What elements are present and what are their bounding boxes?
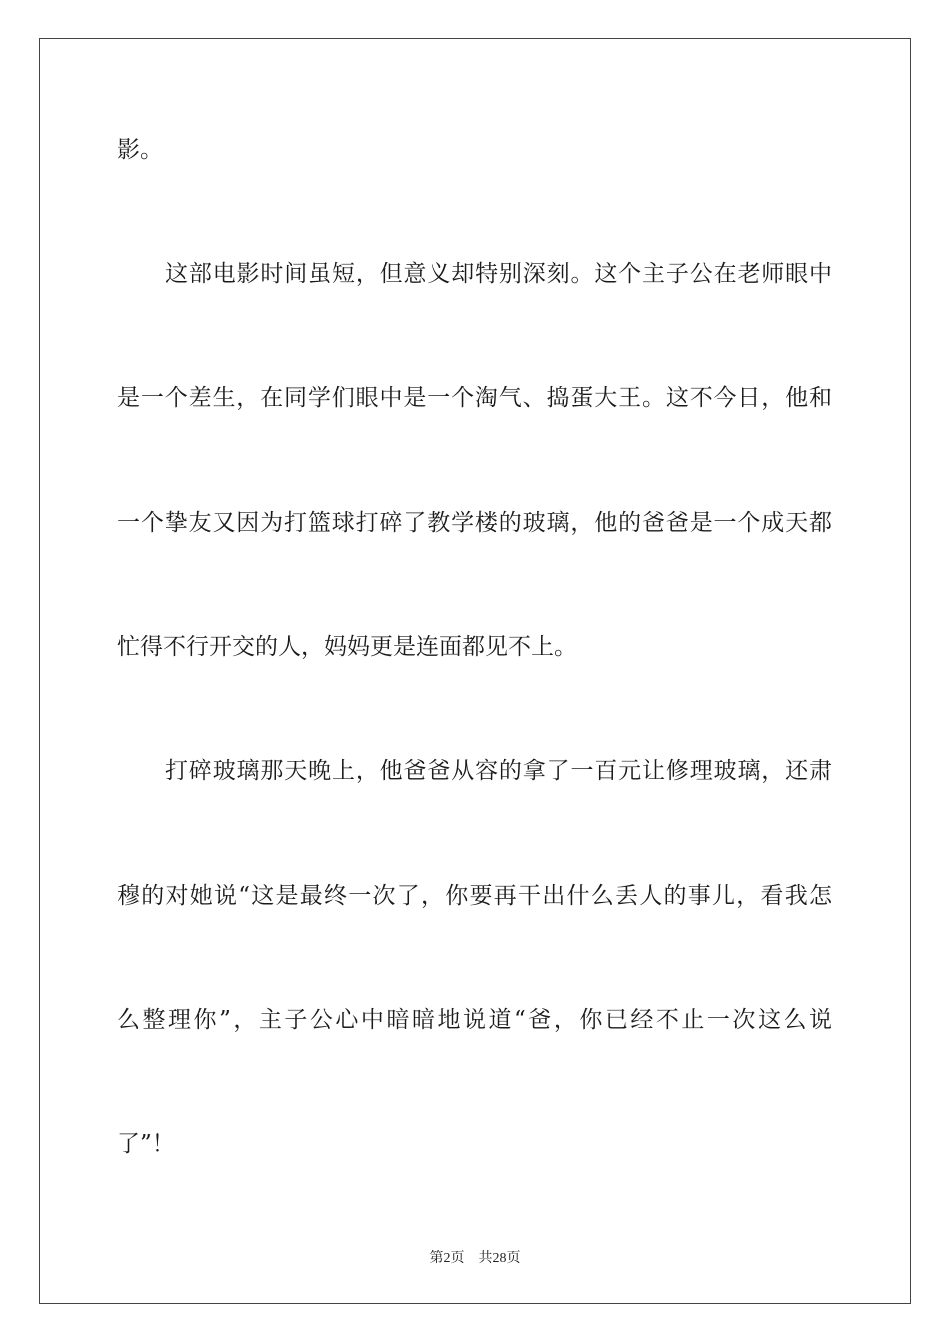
- page-total: 共28页: [478, 1251, 521, 1266]
- text-line: 一个挚友又因为打篮球打碎了教学楼的玻璃，他的爸爸是一个成天都: [117, 510, 832, 536]
- page-footer: [0, 1247, 950, 1267]
- text-line: 是一个差生，在同学们眼中是一个淘气、捣蛋大王。这不今日，他和: [117, 385, 832, 411]
- text-line: 穆的对她说“这是最终一次了，你要再干出什么丢人的事儿，看我怎: [117, 883, 832, 909]
- text-line: 影。: [117, 137, 163, 163]
- page-frame: [39, 38, 911, 1304]
- text-line: 忙得不行开交的人，妈妈更是连面都见不上。: [117, 634, 577, 660]
- text-line: 了”！: [117, 1131, 175, 1157]
- page-number: 第2页: [429, 1251, 465, 1266]
- paragraph-start-line: 打碎玻璃那天晚上，他爸爸从容的拿了一百元让修理玻璃，还肃: [165, 758, 832, 784]
- text-line: 么整理你”，主子公心中暗暗地说道“爸，你已经不止一次这么说: [117, 1007, 832, 1033]
- paragraph-start-line: 这部电影时间虽短，但意义却特别深刻。这个主子公在老师眼中: [165, 261, 832, 287]
